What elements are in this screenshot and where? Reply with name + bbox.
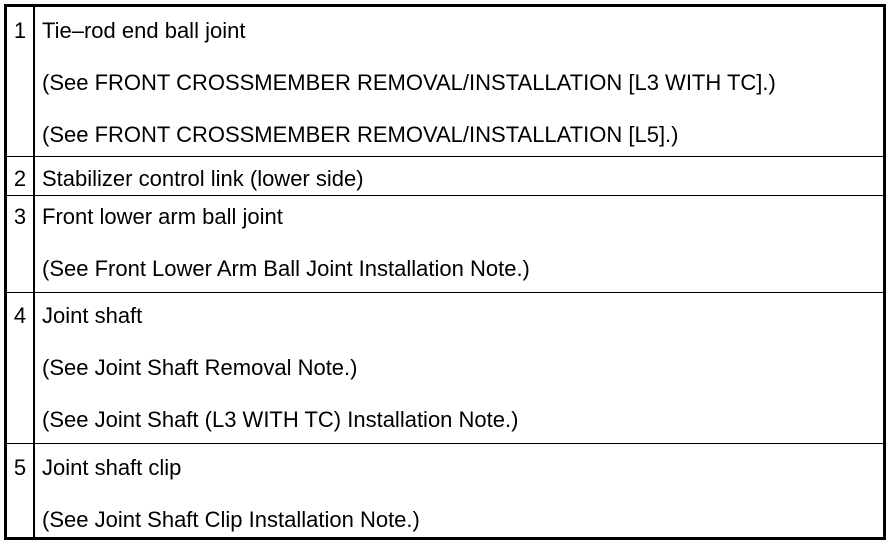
table-row	[6, 196, 885, 293]
reference-note: (See Joint Shaft Clip Installation Note.)	[42, 507, 420, 532]
step-number: 5	[6, 444, 35, 539]
table-row	[6, 444, 885, 539]
step-description	[34, 444, 885, 539]
step-description	[34, 293, 885, 444]
step-description	[34, 196, 885, 293]
procedure-table	[4, 4, 886, 540]
table-row	[6, 157, 885, 196]
reference-note: (See Front Lower Arm Ball Joint Installation Note.)	[42, 256, 530, 281]
reference-note: (See Joint Shaft (L3 WITH TC) Installation Note.)	[42, 407, 519, 432]
part-name: Stabilizer control link (lower side)	[42, 166, 364, 191]
step-description	[34, 6, 885, 157]
reference-note: (See Joint Shaft Removal Note.)	[42, 355, 358, 380]
part-name: Tie–rod end ball joint	[42, 18, 246, 43]
part-name: Front lower arm ball joint	[42, 204, 283, 229]
step-number: 2	[6, 157, 35, 196]
reference-note: (See FRONT CROSSMEMBER REMOVAL/INSTALLATION [L3 WITH TC].)	[42, 70, 776, 95]
table-row	[6, 6, 885, 157]
reference-note: (See FRONT CROSSMEMBER REMOVAL/INSTALLATION [L5].)	[42, 122, 679, 147]
part-name: Joint shaft	[42, 303, 143, 328]
part-name: Joint shaft clip	[42, 455, 182, 480]
step-description	[34, 157, 885, 196]
table-row	[6, 293, 885, 444]
step-number: 3	[6, 196, 35, 293]
step-number: 4	[6, 293, 35, 444]
step-number: 1	[6, 6, 35, 157]
